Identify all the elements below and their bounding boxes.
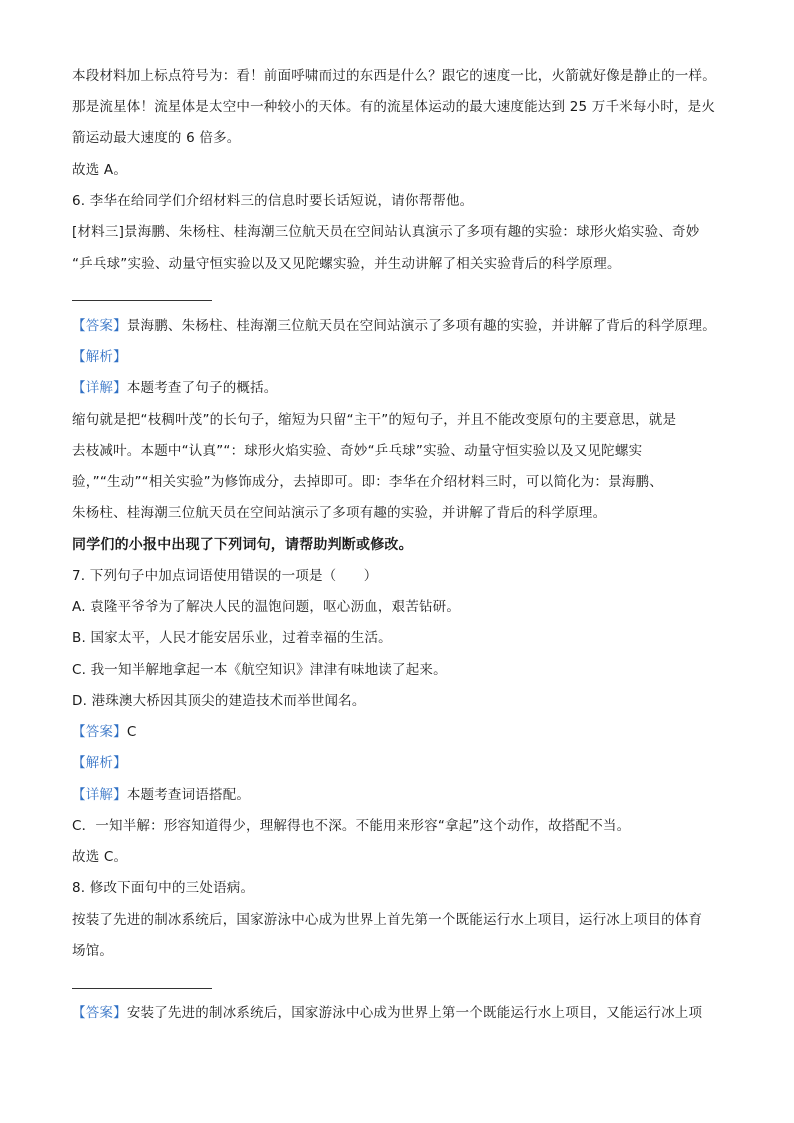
answer-text: 景海鹏、朱杨柱、桂海潮三位航天员在空间站演示了多项有趣的实验，并讲解了背后的科学原理。: [126, 318, 716, 334]
option-b: B. 国家太平，人民才能安居乐业，过着幸福的生活。: [72, 630, 392, 646]
detail-tag: 【详解】: [72, 380, 127, 396]
analysis-1: 【解析】: [72, 349, 127, 365]
explain-line-4: 朱杨柱、桂海潮三位航天员在空间站演示了多项有趣的实验，并讲解了背后的科学原理。: [72, 505, 607, 521]
detail-2: [72, 785, 250, 805]
detail-tag: 【详解】: [72, 787, 127, 803]
explain-c: C．一知半解：形容知道得少，理解得也不深。不能用来形容“拿起”这个动作，故搭配不当。: [72, 818, 631, 834]
option-a: A. 袁隆平爷爷为了解决人民的温饱问题，呕心沥血，艰苦钻研。: [72, 599, 461, 615]
answer-text: 安装了先进的制冰系统后，国家游泳中心成为世界上第一个既能运行水上项目，又能运行冰上项: [126, 1005, 703, 1021]
detail-1: [72, 378, 278, 398]
choose-c: 故选 C。: [72, 849, 128, 865]
answer-divider-1: [72, 300, 212, 301]
analysis-2: 【解析】: [72, 755, 127, 771]
line-4: 故选 A。: [72, 162, 128, 178]
answer-tag: 【答案】: [72, 1005, 127, 1021]
answer-text: C: [126, 724, 137, 740]
answer-tag: 【答案】: [72, 724, 127, 740]
q8-sentence-2: 场馆。: [72, 943, 114, 959]
question-8: 8. 修改下面句中的三处语病。: [72, 880, 255, 896]
option-d: D. 港珠澳大桥因其顶尖的建造技术而举世闻名。: [72, 693, 366, 709]
answer-divider-2: [72, 988, 212, 989]
answer-1: [72, 316, 716, 336]
explain-line-1: 缩句就是把“枝稠叶茂”的长句子，缩短为只留“主干”的短句子，并且不能改变原句的主要意思，就是: [72, 412, 677, 428]
line-1: 本段材料加上标点符号为：看！前面呼啸而过的东西是什么？跟它的速度一比，火箭就好像是静止的一样。: [72, 68, 716, 84]
line-3: 箭运动最大速度的 6 倍多。: [72, 130, 241, 146]
answer-tag: 【答案】: [72, 318, 127, 334]
detail-text: 本题考查了句子的概括。: [126, 380, 278, 396]
question-7: 7. 下列句子中加点词语使用错误的一项是（ ）: [72, 568, 378, 584]
option-c: C. 我一知半解地拿起一本《航空知识》津津有味地读了起来。: [72, 662, 447, 678]
line-2: 那是流星体！流星体是太空中一种较小的天体。有的流星体运动的最大速度能达到 25 万千米每小时，是火: [72, 99, 716, 115]
question-6: 6. 李华在给同学们介绍材料三的信息时要长话短说，请你帮帮他。: [72, 193, 474, 209]
section-heading: 同学们的小报中出现了下列词句，请帮助判断或修改。: [72, 537, 413, 553]
material-3-line-1: [材料三]景海鹏、朱杨柱、桂海潮三位航天员在空间站认真演示了多项有趣的实验：球形火焰实验、奇妙: [72, 224, 700, 240]
detail-text: 本题考查词语搭配。: [126, 787, 251, 803]
explain-line-2: 去枝减叶。本题中“认真”“：球形火焰实验、奇妙“乒乓球”实验、动量守恒实验以及又见陀螺实: [72, 443, 643, 459]
explain-line-3: 验，”“生动”“相关实验”为修饰成分，去掉即可。即：李华在介绍材料三时，可以简化为：景海鹏、: [72, 474, 663, 490]
answer-3: [72, 1003, 702, 1023]
material-3-line-2: “乒乓球”实验、动量守恒实验以及又见陀螺实验，并生动讲解了相关实验背后的科学原理。: [72, 256, 621, 272]
q8-sentence-1: 按装了先进的制冰系统后，国家游泳中心成为世界上首先第一个既能运行水上项目，运行冰上项目的体育: [72, 912, 703, 928]
answer-2: [72, 722, 136, 742]
